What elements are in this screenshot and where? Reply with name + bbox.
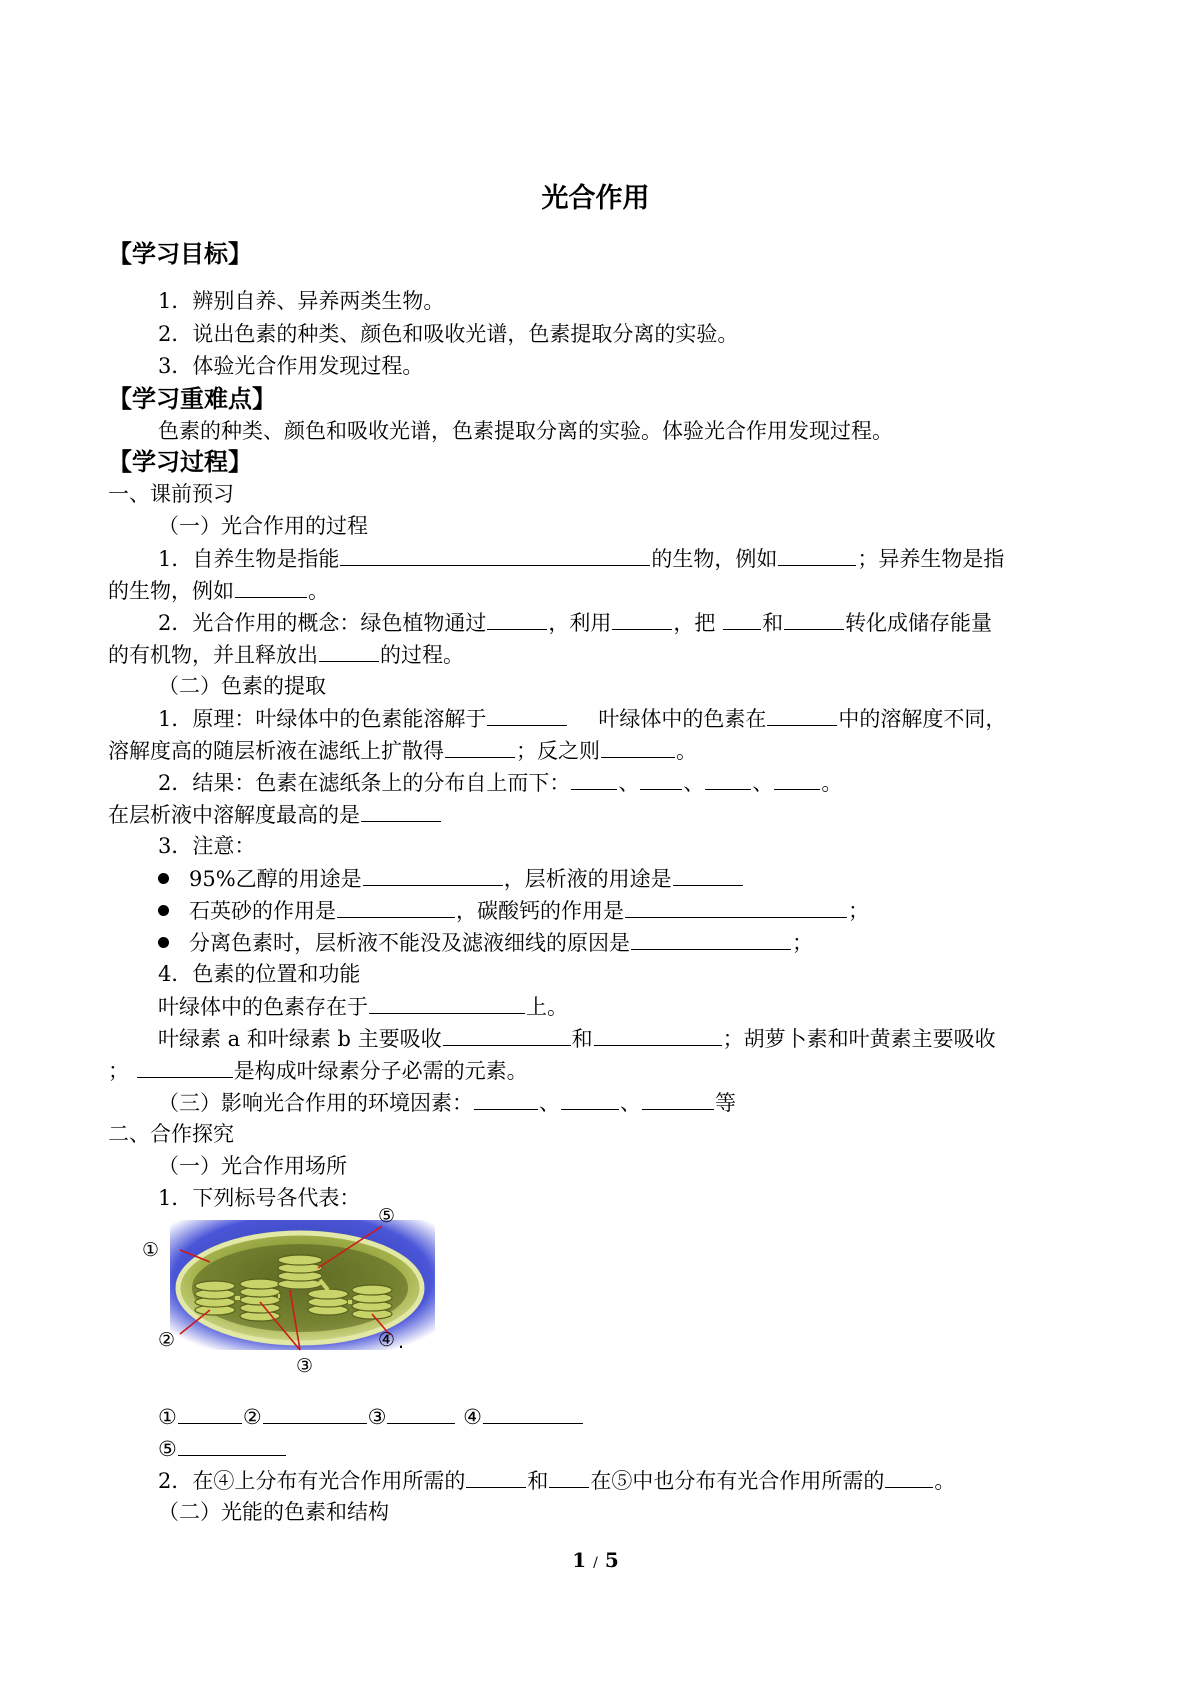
question-photosynthesis-concept-cont: 的有机物，并且释放出 的过程。 xyxy=(108,640,464,669)
question-thylakoid: 2．在④上分布有光合作用所需的 和 在⑤中也分布有光合作用所需的 。 xyxy=(158,1466,955,1495)
blank-autotroph-example[interactable] xyxy=(778,544,856,566)
section-objectives: 【学习目标】 xyxy=(108,240,252,268)
question-result: 2．结果：色素在滤纸条上的分布自上而下： 、 、 、 。 xyxy=(158,768,842,797)
blank-factor-3[interactable] xyxy=(642,1088,714,1110)
question-highest-solubility: 在层析液中溶解度最高的是 xyxy=(108,800,442,829)
blank-result-4[interactable] xyxy=(774,768,820,790)
question-environment-factors: （三）影响光合作用的环境因素： 、 、 等 xyxy=(158,1088,736,1117)
page-number: 1 / 5 xyxy=(572,1548,619,1572)
page-title: 光合作用 xyxy=(541,183,650,214)
granum-4 xyxy=(308,1289,348,1315)
question-photosynthesis-concept: 2．光合作用的概念：绿色植物通过 ，利用 ，把 和 转化成储存能量 xyxy=(158,608,992,637)
label-1: ① xyxy=(142,1239,160,1261)
granum-3 xyxy=(278,1255,322,1289)
blank-thylakoid-2[interactable] xyxy=(549,1466,589,1488)
blank-caco3-role[interactable] xyxy=(625,896,847,918)
blank-separation-reason[interactable] xyxy=(631,928,791,950)
granum-1 xyxy=(195,1281,235,1315)
question-heterotroph: 的生物，例如 。 xyxy=(108,576,329,605)
label-5: ⑤ xyxy=(378,1205,396,1227)
note-item-separation: 分离色素时，层析液不能没及滤液细线的原因是 ； xyxy=(158,928,813,957)
blank-principle-4[interactable] xyxy=(601,736,675,758)
label-4: ④ xyxy=(378,1329,396,1351)
keypoints-text: 色素的种类、颜色和吸收光谱，色素提取分离的实验。体验光合作用发现过程。 xyxy=(158,419,893,443)
explore-heading: 二、合作探究 xyxy=(108,1122,234,1146)
objective-item-1: 1．辨别自养、异养两类生物。 xyxy=(158,289,445,313)
chloroplast-diagram xyxy=(142,1205,440,1380)
blank-heterotroph-example[interactable] xyxy=(235,576,307,598)
blank-label-1[interactable] xyxy=(178,1402,242,1424)
objective-item-3: 3．体验光合作用发现过程。 xyxy=(158,354,424,378)
explore-subheading-2: （二）光能的色素和结构 xyxy=(158,1500,389,1524)
blank-concept-2[interactable] xyxy=(612,608,672,630)
pigment-location-heading: 4．色素的位置和功能 xyxy=(158,962,361,986)
blank-chlorophyll-absorb-1[interactable] xyxy=(443,1024,571,1046)
preview-subheading-1: （一）光合作用的过程 xyxy=(158,514,368,538)
question-principle-cont: 溶解度高的随层析液在滤纸上扩散得 ；反之则 。 xyxy=(108,736,697,765)
objective-item-2: 2．说出色素的种类、颜色和吸收光谱，色素提取分离的实验。 xyxy=(158,322,739,346)
blank-principle-3[interactable] xyxy=(445,736,515,758)
question-autotroph: 1．自养生物是指能 的生物，例如 ；异养生物是指 xyxy=(158,544,1004,573)
blank-ethanol-use[interactable] xyxy=(363,864,503,886)
granum-5 xyxy=(352,1285,392,1319)
bullet-icon xyxy=(158,937,169,948)
blank-factor-2[interactable] xyxy=(561,1088,619,1110)
blank-autotroph-definition[interactable] xyxy=(340,544,650,566)
blank-factor-1[interactable] xyxy=(474,1088,538,1110)
label-4-suffix: . xyxy=(398,1331,405,1353)
preview-subheading-2: （二）色素的提取 xyxy=(158,674,326,698)
blank-thylakoid-1[interactable] xyxy=(466,1466,526,1488)
diagram-answers-cont: ⑤ xyxy=(158,1434,287,1463)
blank-result-3[interactable] xyxy=(705,768,751,790)
preview-heading: 一、课前预习 xyxy=(108,482,234,506)
blank-carotenoid-absorb[interactable] xyxy=(137,1056,233,1078)
bullet-icon xyxy=(158,905,169,916)
label-2: ② xyxy=(158,1329,176,1351)
section-process: 【学习过程】 xyxy=(108,448,252,476)
question-pigment-location: 叶绿体中的色素存在于 上。 xyxy=(158,992,568,1021)
note-item-quartz: 石英砂的作用是 ，碳酸钙的作用是 ； xyxy=(158,896,869,925)
granum-2 xyxy=(240,1279,280,1321)
blank-result-2[interactable] xyxy=(640,768,682,790)
blank-highest-solubility[interactable] xyxy=(361,800,441,822)
blank-concept-3[interactable] xyxy=(723,608,761,630)
section-keypoints: 【学习重难点】 xyxy=(108,385,276,413)
blank-solvent-use[interactable] xyxy=(673,864,743,886)
notes-heading: 3．注意： xyxy=(158,834,256,858)
blank-label-5[interactable] xyxy=(178,1434,286,1456)
note-item-ethanol: 95%乙醇的用途是 ，层析液的用途是 xyxy=(158,864,744,893)
blank-label-4[interactable] xyxy=(483,1402,583,1424)
diagram-answers: ① ② ③ ④ xyxy=(158,1402,584,1431)
blank-concept-1[interactable] xyxy=(487,608,547,630)
explore-subheading-1: （一）光合作用场所 xyxy=(158,1154,347,1178)
question-pigment-absorption: 叶绿素 a 和叶绿素 b 主要吸收 和 ；胡萝卜素和叶黄素主要吸收 xyxy=(158,1024,996,1053)
blank-stroma[interactable] xyxy=(885,1466,933,1488)
question-pigment-absorption-cont: ； 是构成叶绿素分子必需的元素。 xyxy=(108,1056,528,1085)
blank-quartz-role[interactable] xyxy=(337,896,455,918)
question-principle: 1．原理：叶绿体中的色素能溶解于 叶绿体中的色素在 中的溶解度不同， xyxy=(158,704,1006,733)
blank-principle-2[interactable] xyxy=(767,704,837,726)
blank-label-3[interactable] xyxy=(387,1402,455,1424)
diagram-question: 1．下列标号各代表： xyxy=(158,1186,361,1210)
blank-principle-1[interactable] xyxy=(487,704,567,726)
blank-chlorophyll-absorb-2[interactable] xyxy=(594,1024,722,1046)
label-3: ③ xyxy=(296,1355,314,1377)
blank-label-2[interactable] xyxy=(263,1402,367,1424)
blank-result-1[interactable] xyxy=(571,768,617,790)
blank-concept-5[interactable] xyxy=(319,640,379,662)
blank-concept-4[interactable] xyxy=(784,608,844,630)
bullet-icon xyxy=(158,873,169,884)
blank-pigment-location[interactable] xyxy=(369,992,525,1014)
